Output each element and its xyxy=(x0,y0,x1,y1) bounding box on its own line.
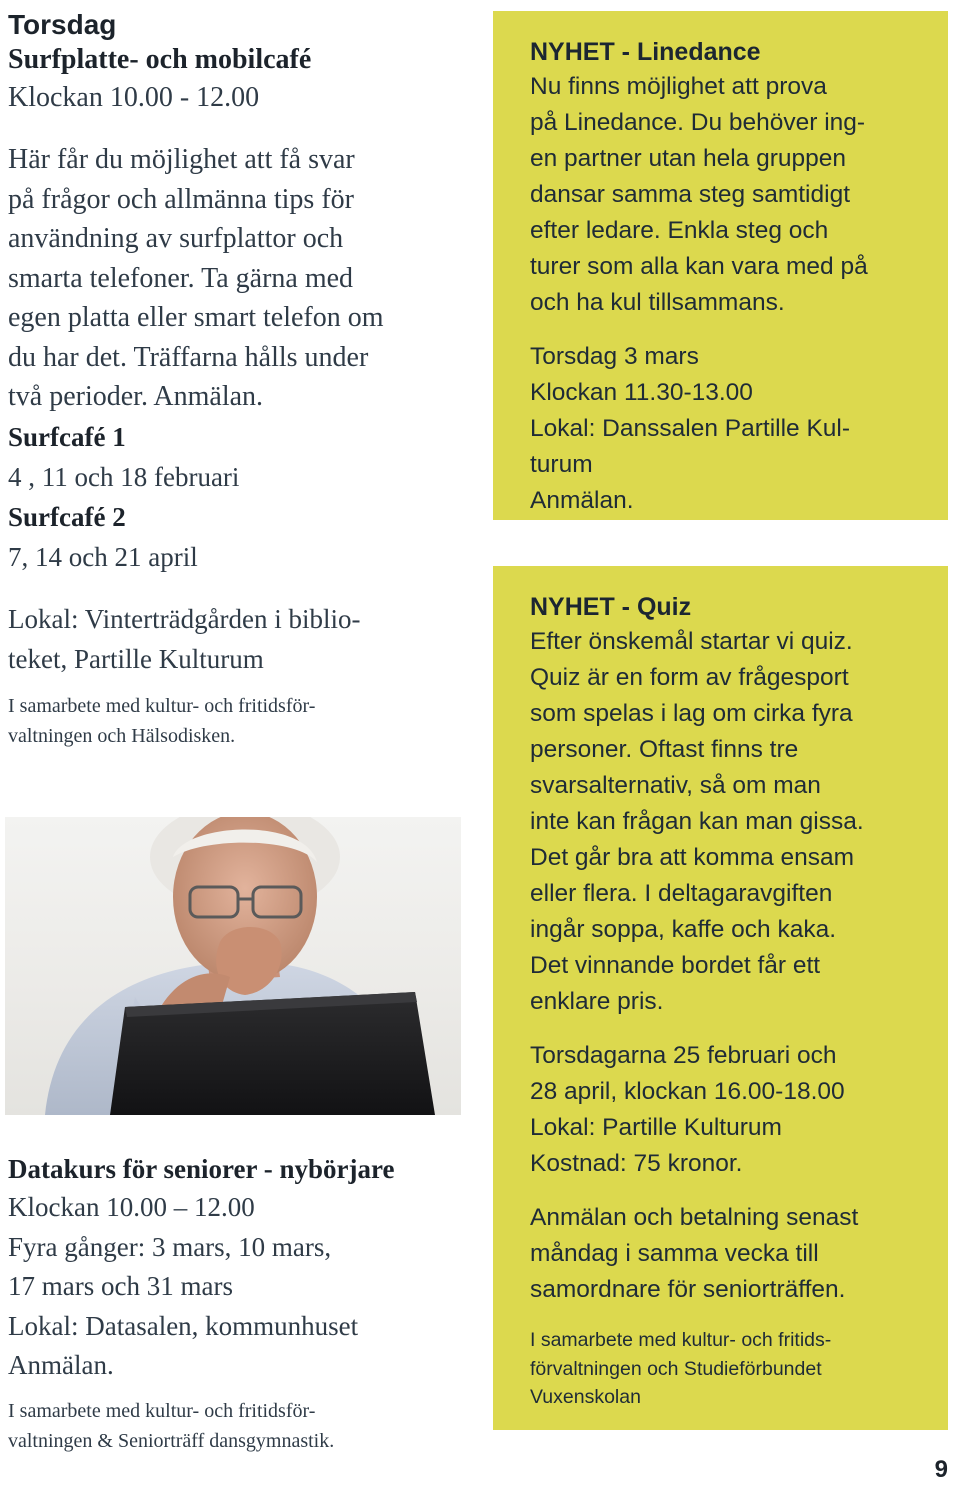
course-line: Anmälan. xyxy=(8,1350,114,1380)
period-1-dates: 4 , 11 och 18 februari xyxy=(8,461,240,492)
quiz-info xyxy=(530,1038,948,1182)
period-2-title: Surfcafé 2 xyxy=(8,501,126,532)
quiz-box xyxy=(493,566,948,1430)
quiz-signup xyxy=(530,1200,948,1308)
text-line: I samarbete med kultur- och fritidsför- xyxy=(8,694,316,717)
course-line: Lokal: Datasalen, kommunhuset xyxy=(8,1310,359,1341)
text-line: dansar samma steg samtidigt xyxy=(530,181,850,208)
text-line: användning av surfplattor och xyxy=(8,223,344,254)
text-line: efter ledare. Enkla steg och xyxy=(530,217,829,244)
text-line: Vuxenskolan xyxy=(530,1386,641,1408)
text-line: turer som alla kan vara med på xyxy=(530,253,868,280)
event-time: Klockan 10.00 - 12.00 xyxy=(8,82,260,113)
text-line: valtningen & Seniorträff dansgymnastik. xyxy=(8,1429,335,1452)
text-line: Efter önskemål startar vi quiz. xyxy=(530,628,853,655)
text-line: Här får du möjlighet att få svar xyxy=(8,144,355,175)
text-line: personer. Oftast finns tre xyxy=(530,736,799,763)
event-description xyxy=(8,140,478,417)
text-line: Anmälan. xyxy=(530,487,634,514)
period-2-dates: 7, 14 och 21 april xyxy=(8,541,198,572)
text-line: eller flera. I deltagaravgiften xyxy=(530,880,833,907)
quiz-description xyxy=(530,624,948,1020)
event-title: Surfplatte- och mobilcafé xyxy=(8,44,312,75)
collaboration-note xyxy=(8,1396,478,1456)
day-heading: Torsdag xyxy=(8,9,117,40)
quiz-title: NYHET - Quiz xyxy=(530,593,692,621)
text-line: en partner utan hela gruppen xyxy=(530,145,847,172)
senior-with-laptop-photo xyxy=(5,817,461,1115)
text-line: I samarbete med kultur- och fritids- xyxy=(530,1329,832,1351)
text-line: Lokal: Danssalen Partille Kul- xyxy=(530,415,851,442)
text-line: Lokal: Vinterträdgården i biblio- xyxy=(8,603,361,634)
course-line: Fyra gånger: 3 mars, 10 mars, xyxy=(8,1231,332,1262)
surfcafe-section xyxy=(8,8,478,751)
text-line: Quiz är en form av frågesport xyxy=(530,664,849,691)
text-line: ingår soppa, kaffe och kaka. xyxy=(530,916,836,943)
text-line: teket, Partille Kulturum xyxy=(8,643,264,674)
text-line: Nu finns möjlighet att prova xyxy=(530,73,827,100)
venue xyxy=(8,599,478,679)
linedance-info xyxy=(530,339,948,519)
text-line: på Linedance. Du behöver ing- xyxy=(530,109,866,136)
text-line: enklare pris. xyxy=(530,988,664,1015)
page-number: 9 xyxy=(934,1456,948,1483)
text-line: Det vinnande bordet får ett xyxy=(530,952,821,979)
text-line: och ha kul tillsammans. xyxy=(530,289,785,316)
text-line: turum xyxy=(530,451,593,478)
course-line: 17 mars och 31 mars xyxy=(8,1271,233,1301)
text-line: Torsdag 3 mars xyxy=(530,343,699,370)
text-line: Torsdagarna 25 februari och xyxy=(530,1042,837,1069)
text-line: 28 april, klockan 16.00-18.00 xyxy=(530,1078,845,1105)
linedance-title: NYHET - Linedance xyxy=(530,38,761,66)
text-line: smarta telefoner. Ta gärna med xyxy=(8,262,354,294)
text-line: Kostnad: 75 kronor. xyxy=(530,1150,743,1177)
text-line: Lokal: Partille Kulturum xyxy=(530,1114,782,1141)
computer-course-section xyxy=(8,1150,478,1456)
text-line: egen platta eller smart telefon om xyxy=(8,302,384,333)
text-line: svarsalternativ, så om man xyxy=(530,772,821,799)
course-line: Klockan 10.00 – 12.00 xyxy=(8,1192,255,1222)
text-line: samordnare för seniorträffen. xyxy=(530,1276,846,1303)
linedance-box xyxy=(493,11,948,520)
text-line: som spelas i lag om cirka fyra xyxy=(530,700,853,727)
text-line: Det går bra att komma ensam xyxy=(530,844,855,871)
collaboration-note xyxy=(530,1326,948,1412)
text-line: förvaltningen och Studieförbundet xyxy=(530,1357,822,1380)
text-line: I samarbete med kultur- och fritidsför- xyxy=(8,1399,316,1422)
text-line: Klockan 11.30-13.00 xyxy=(530,379,753,406)
text-line: på frågor och allmänna tips för xyxy=(8,183,354,215)
text-line: Anmälan och betalning senast xyxy=(530,1204,859,1231)
collaboration-note xyxy=(8,691,478,751)
period-1-title: Surfcafé 1 xyxy=(8,421,126,452)
course-title: Datakurs för seniorer - nybörjare xyxy=(8,1154,395,1184)
text-line: måndag i samma vecka till xyxy=(530,1240,819,1267)
photo-illustration xyxy=(5,817,461,1115)
text-line: du har det. Träffarna hålls under xyxy=(8,341,369,373)
text-line: två perioder. Anmälan. xyxy=(8,381,264,412)
linedance-description xyxy=(530,69,948,321)
text-line: valtningen och Hälsodisken. xyxy=(8,724,236,747)
text-line: inte kan frågan kan man gissa. xyxy=(530,808,864,835)
